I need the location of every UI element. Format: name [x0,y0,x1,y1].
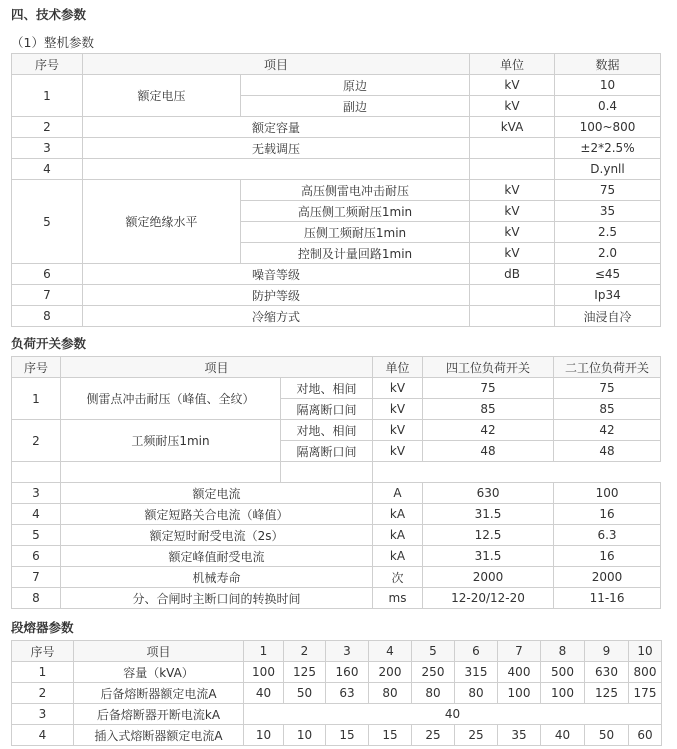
row-sub: 副边 [241,96,470,117]
table-row [12,285,661,306]
row-item: 防护等级 [83,285,470,306]
row-sub: 隔离断口间 [281,441,373,462]
row-sub: 隔离断口间 [281,399,373,420]
row-sub: 高压侧雷电冲击耐压 [241,180,470,201]
cell: 50 [585,725,629,746]
table-row [12,483,661,504]
load-switch-title: 负荷开关参数 [11,336,87,351]
row-value: 2.5 [555,222,661,243]
col-no: 序号 [12,357,61,378]
row-group: 额定电压 [83,75,241,117]
row-value: 油浸自冷 [555,306,661,327]
row-two: 75 [554,378,661,399]
row-unit: kV [470,222,555,243]
row-four: 42 [423,420,554,441]
row-two: 11-16 [554,588,661,609]
table-row [12,306,661,327]
col-6: 6 [455,641,498,662]
row-sub: 对地、相间 [281,420,373,441]
row-no: 2 [12,683,74,704]
row-two: 16 [554,504,661,525]
row-value: D.ynll [555,159,661,180]
row-unit: kV [470,243,555,264]
col-4: 4 [369,641,412,662]
row-four: 75 [423,378,554,399]
row-unit: kA [373,504,423,525]
section-title: 四、技术参数 [11,7,87,22]
cell: 25 [455,725,498,746]
row-four: 31.5 [423,504,554,525]
col-1: 1 [244,641,284,662]
row-four: 48 [423,441,554,462]
row-unit: kV [373,441,423,462]
overall-parameters-table [11,53,661,327]
table-row [12,546,661,567]
row-sub: 高压侧工频耐压1min [241,201,470,222]
col-two-position: 二工位负荷开关 [554,357,661,378]
table-row [12,683,662,704]
table-row [12,662,662,683]
row-unit: A [373,483,423,504]
row-no: 5 [12,180,83,264]
row-two: 6.3 [554,525,661,546]
row-unit: kA [373,525,423,546]
col-5: 5 [412,641,455,662]
row-item: 后备熔断器额定电流A [74,683,244,704]
col-unit: 单位 [470,54,555,75]
cell: 125 [284,662,326,683]
table-row [12,264,661,285]
row-item: 无载调压 [83,138,470,159]
row-item: 后备熔断器开断电流kA [74,704,244,725]
row-unit: kV [470,75,555,96]
row-unit: kV [373,399,423,420]
row-group: 侧雷点冲击耐压（峰值、全纹） [61,378,281,420]
row-no: 7 [12,567,61,588]
row-no: 8 [12,588,61,609]
row-unit: kVA [470,117,555,138]
row-four: 630 [423,483,554,504]
row-item: 额定短路关合电流（峰值） [61,504,373,525]
row-item [83,159,470,180]
row-unit: dB [470,264,555,285]
cell: 250 [412,662,455,683]
col-item: 项目 [83,54,470,75]
cell: 800 [629,662,662,683]
row-sub: 原边 [241,75,470,96]
row-value: 75 [555,180,661,201]
col-four-position: 四工位负荷开关 [423,357,554,378]
row-no: 8 [12,306,83,327]
row-no: 4 [12,159,83,180]
load-switch-table [11,356,661,609]
col-3: 3 [326,641,369,662]
row-item: 插入式熔断器额定电流A [74,725,244,746]
col-unit: 单位 [373,357,423,378]
row-four: 31.5 [423,546,554,567]
fuse-title: 段熔器参数 [11,620,74,635]
row-unit [470,159,555,180]
cell: 400 [498,662,541,683]
table-row [12,567,661,588]
cell: 15 [369,725,412,746]
cell: 500 [541,662,585,683]
cell: 630 [585,662,629,683]
cell: 40 [541,725,585,746]
col-no: 序号 [12,641,74,662]
cell: 25 [412,725,455,746]
row-no: 3 [12,704,74,725]
table-row [12,504,661,525]
row-unit: 次 [373,567,423,588]
row-item: 额定容量 [83,117,470,138]
row-no: 5 [12,525,61,546]
table-header-row [12,641,662,662]
row-value: 0.4 [555,96,661,117]
row-four: 85 [423,399,554,420]
cell: 10 [244,725,284,746]
row-no: 4 [12,504,61,525]
row-item: 容量（kVA） [74,662,244,683]
row-sub: 压侧工频耐压1min [241,222,470,243]
row-value: ≤45 [555,264,661,285]
table-row [12,117,661,138]
row-two: 42 [554,420,661,441]
cell: 100 [244,662,284,683]
col-10: 10 [629,641,662,662]
row-unit: kV [470,96,555,117]
table-row [12,180,661,201]
row-no: 7 [12,285,83,306]
row-item: 额定电流 [61,483,373,504]
col-7: 7 [498,641,541,662]
empty-row [12,462,661,483]
cell: 80 [369,683,412,704]
table-row [12,138,661,159]
row-no: 3 [12,138,83,159]
row-sub: 控制及计量回路1min [241,243,470,264]
row-two: 100 [554,483,661,504]
table-row [12,378,661,399]
row-four: 12-20/12-20 [423,588,554,609]
col-2: 2 [284,641,326,662]
cell: 50 [284,683,326,704]
row-two: 48 [554,441,661,462]
row-no: 4 [12,725,74,746]
row-no: 3 [12,483,61,504]
table-row [12,420,661,441]
cell: 80 [412,683,455,704]
row-no: 2 [12,117,83,138]
row-no: 1 [12,662,74,683]
col-no: 序号 [12,54,83,75]
merged-cell: 40 [244,704,662,725]
row-unit: ms [373,588,423,609]
row-value: 100~800 [555,117,661,138]
table-row [12,588,661,609]
table1-subtitle: （1）整机参数 [11,35,94,50]
row-value: 2.0 [555,243,661,264]
row-sub: 对地、相间 [281,378,373,399]
cell: 60 [629,725,662,746]
col-item: 项目 [61,357,373,378]
cell: 100 [498,683,541,704]
table-row [12,704,662,725]
row-value: 10 [555,75,661,96]
row-no: 1 [12,378,61,420]
table-row [12,725,662,746]
col-8: 8 [541,641,585,662]
cell: 15 [326,725,369,746]
row-item: 额定峰值耐受电流 [61,546,373,567]
row-item: 额定短时耐受电流（2s） [61,525,373,546]
row-value: Ip34 [555,285,661,306]
row-group: 工频耐压1min [61,420,281,462]
cell: 35 [498,725,541,746]
cell: 315 [455,662,498,683]
row-item: 分、合闸时主断口间的转换时间 [61,588,373,609]
row-unit: kV [373,420,423,441]
table-header-row [12,357,661,378]
cell: 80 [455,683,498,704]
table-header-row [12,54,661,75]
col-value: 数据 [555,54,661,75]
table-row [12,159,661,180]
fuse-table [11,640,662,746]
cell: 10 [284,725,326,746]
row-unit: kV [470,201,555,222]
row-no: 6 [12,264,83,285]
cell: 100 [541,683,585,704]
row-group: 额定绝缘水平 [83,180,241,264]
row-unit [470,306,555,327]
cell: 125 [585,683,629,704]
row-unit: kV [470,180,555,201]
row-unit [470,138,555,159]
row-item: 冷缩方式 [83,306,470,327]
cell: 200 [369,662,412,683]
row-four: 12.5 [423,525,554,546]
table-row [12,525,661,546]
row-unit: kA [373,546,423,567]
row-value: 35 [555,201,661,222]
row-two: 2000 [554,567,661,588]
row-item: 噪音等级 [83,264,470,285]
row-two: 16 [554,546,661,567]
cell: 40 [244,683,284,704]
row-no: 1 [12,75,83,117]
col-item: 项目 [74,641,244,662]
row-unit [470,285,555,306]
col-9: 9 [585,641,629,662]
table-row [12,75,661,96]
row-two: 85 [554,399,661,420]
row-no: 6 [12,546,61,567]
cell: 63 [326,683,369,704]
row-unit: kV [373,378,423,399]
row-four: 2000 [423,567,554,588]
cell: 175 [629,683,662,704]
row-no: 2 [12,420,61,462]
cell: 160 [326,662,369,683]
row-value: ±2*2.5% [555,138,661,159]
row-item: 机械寿命 [61,567,373,588]
